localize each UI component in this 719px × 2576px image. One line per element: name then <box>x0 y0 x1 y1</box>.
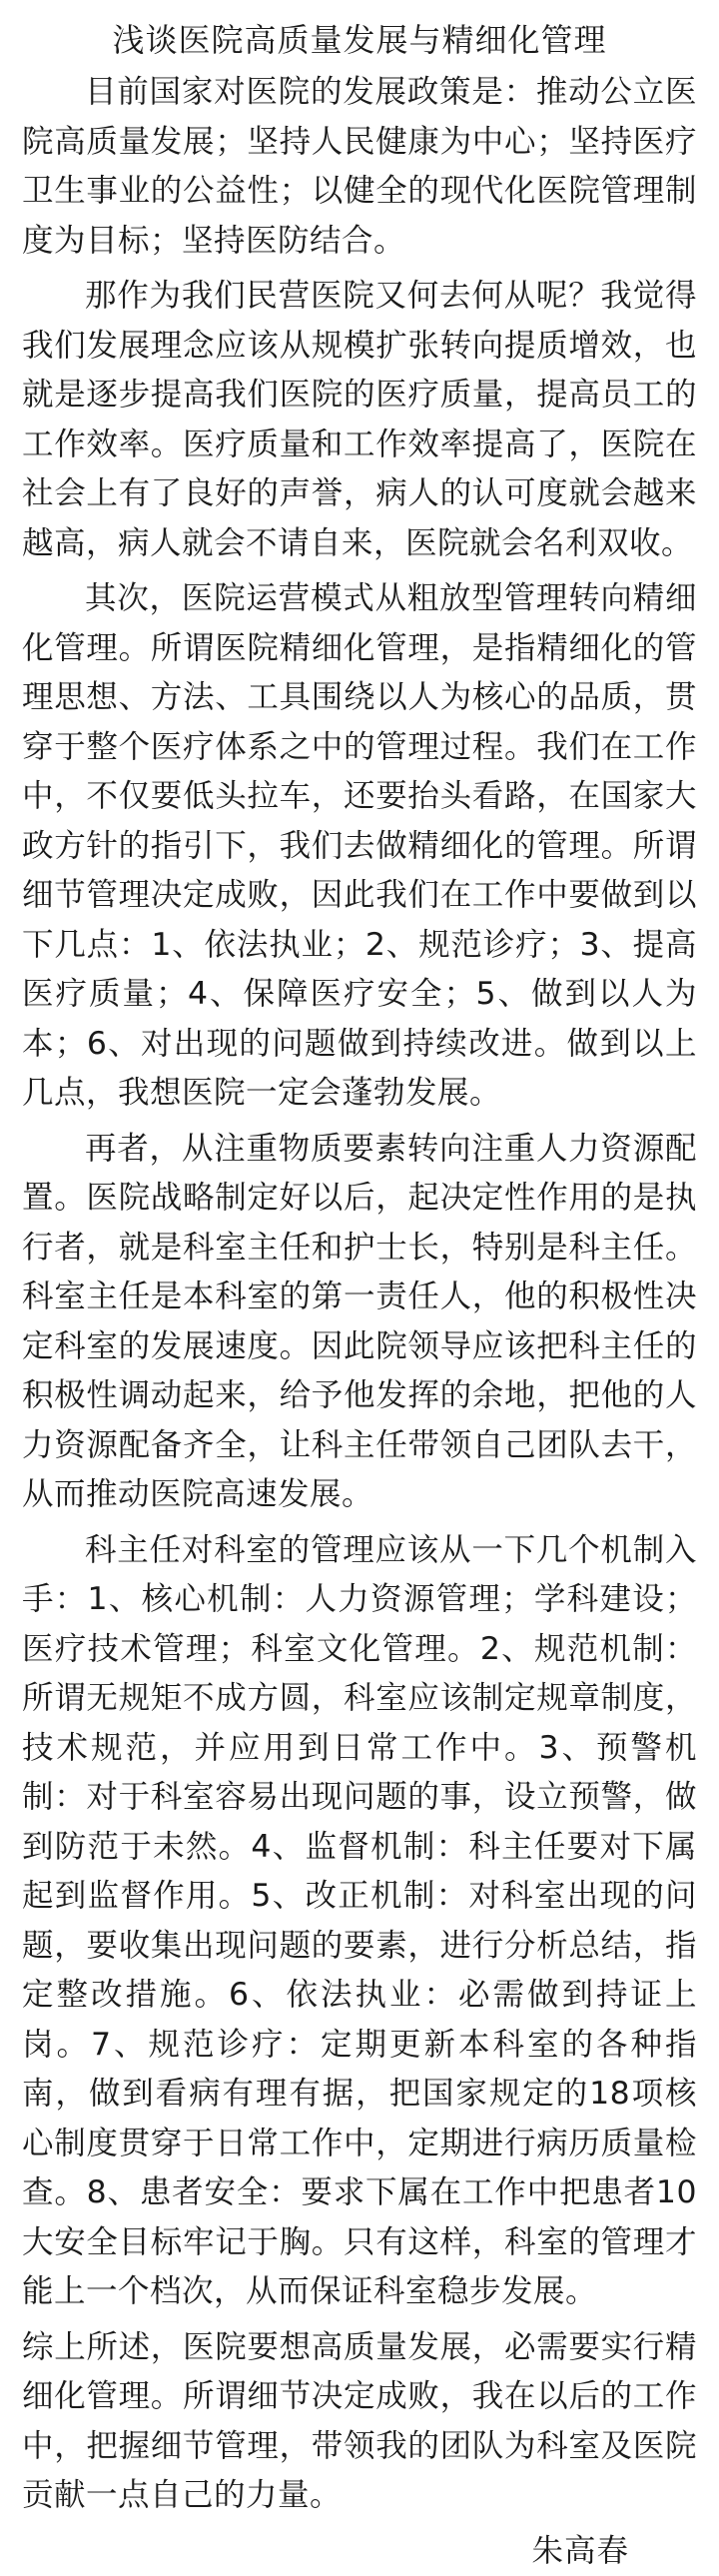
paragraph-private-hospital: 那作为我们民营医院又何去何从呢？我觉得我们发展理念应该从规模扩张转向提质增效，也就是逐步提高我们医院的医疗质量，提高员工的工作效率。医疗质量和工作效率提高了，医院在社会上有了良好的声誉，病人的认可度就会越来越高，病人就会不请自来，医院就会名利双收。 <box>22 272 697 568</box>
author-signature: 朱高春 <box>22 2527 697 2576</box>
paragraph-refined-management: 其次，医院运营模式从粗放型管理转向精细化管理。所谓医院精细化管理，是指精细化的管理思想、方法、工具围绕以人为核心的品质，贯穿于整个医疗体系之中的管理过程。我们在工作中，不仅要低头拉车，还要抬头看路，在国家大政方针的指引下，我们去做精细化的管理。所谓细节管理决定成败，因此我们在工作中要做到以下几点：1、依法执业；2、规范诊疗；3、提高医疗质量；4、保障医疗安全；5、做到以人为本；6、对出现的问题做到持续改进。做到以上几点，我想医院一定会蓬勃发展。 <box>22 574 697 1119</box>
paragraph-department-mechanisms: 科主任对科室的管理应该从一下几个机制入手：1、核心机制：人力资源管理；学科建设；医疗技术管理；科室文化管理。2、规范机制：所谓无规矩不成方圆，科室应该制定规章制度，技术规范，并应用到日常工作中。3、预警机制：对于科室容易出现问题的事，设立预警，做到防范于未然。4、监督机制：科主任要对下属起到监督作用。5、改正机制：对科室出现的问题，要收集出现问题的要素，进行分析总结，指定整改措施。6、依法执业：必需做到持证上岗。7、规范诊疗：定期更新本科室的各种指南，做到看病有理有据，把国家规定的18项核心制度贯穿于日常工作中，定期进行病历质量检查。8、患者安全：要求下属在工作中把患者10大安全目标牢记于胸。只有这样，科室的管理才能上一个档次，从而保证科室稳步发展。 <box>22 1526 697 2317</box>
paragraph-human-resources: 再者，从注重物质要素转向注重人力资源配置。医院战略制定好以后，起决定性作用的是执行者，就是科室主任和护士长，特别是科主任。科室主任是本科室的第一责任人，他的积极性决定科室的发展速度。因此院领导应该把科主任的积极性调动起来，给予他发挥的余地，把他的人力资源配备齐全，让科主任带领自己团队去干，从而推动医院高速发展。 <box>22 1125 697 1520</box>
document-title: 浅谈医院高质量发展与精细化管理 <box>22 18 697 62</box>
paragraph-conclusion: 综上所述，医院要想高质量发展，必需要实行精细化管理。所谓细节决定成败，我在以后的工作中，把握细节管理，带领我的团队为科室及医院贡献一点自己的力量。 <box>22 2323 697 2521</box>
paragraph-policy: 目前国家对医院的发展政策是：推动公立医院高质量发展；坚持人民健康为中心；坚持医疗卫生事业的公益性；以健全的现代化医院管理制度为目标；坚持医防结合。 <box>22 68 697 266</box>
